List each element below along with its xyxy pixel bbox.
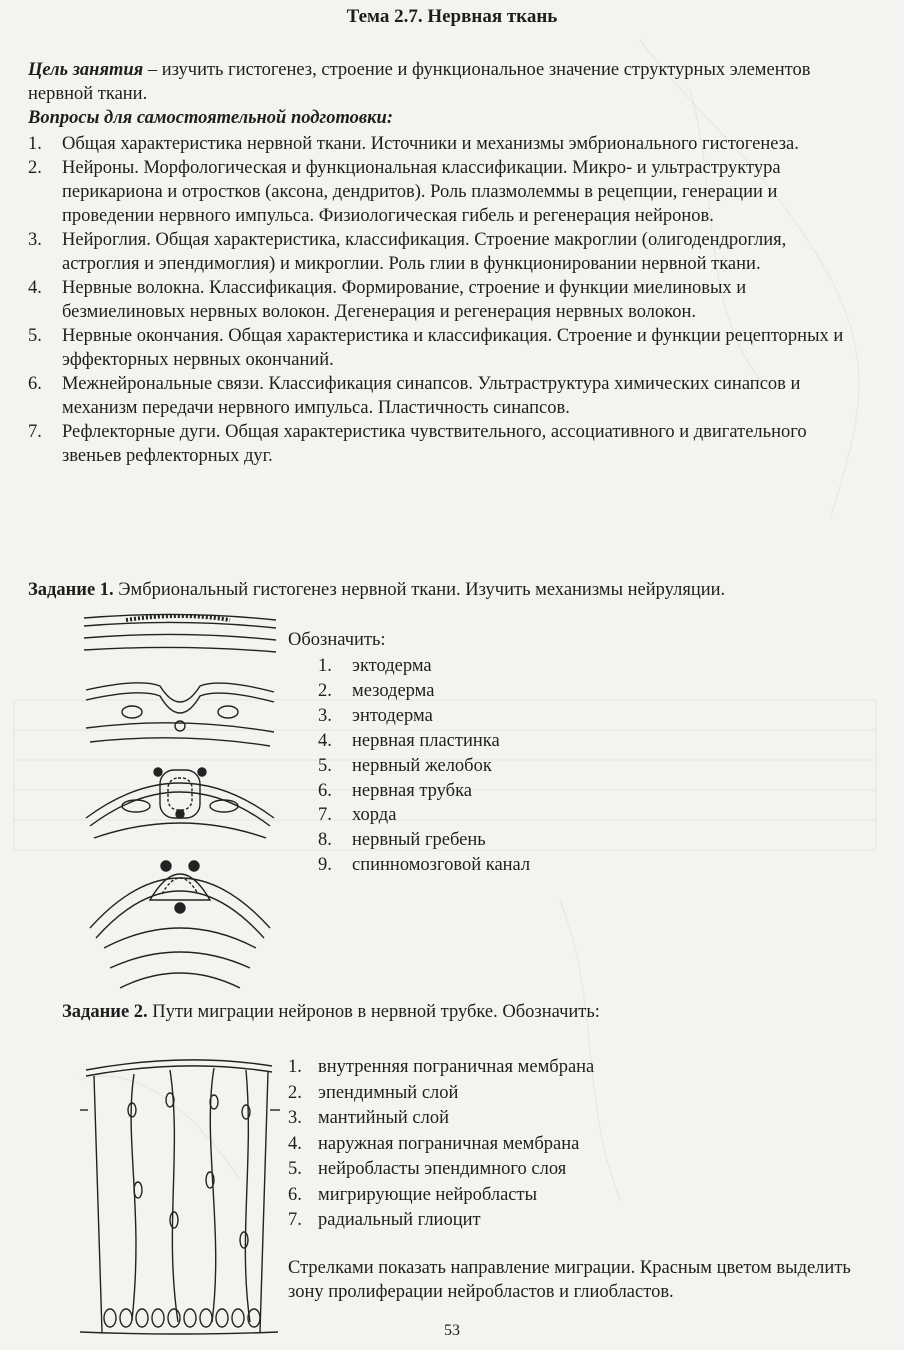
item-number: 5. [318, 755, 332, 776]
question-item [28, 372, 868, 420]
question-text: Нервные окончания. Общая характеристика и классификация. Строение и функции рецепторных и эффекторных нервных окончаний. [62, 326, 844, 370]
question-text: Нейроны. Морфологическая и функциональная классификации. Микро- и ультраструктура перикариона и отростков (аксона, дендритов). Роль плазмолеммы в рецепции, генерации и проведении нервного импульса. Физиологическая гибель и регенерация нейронов. [62, 158, 781, 226]
task1-item [318, 803, 530, 828]
questions-heading: Вопросы для самостоятельной подготовки: [28, 108, 393, 128]
item-number: 6. [318, 780, 332, 801]
item-text: хорда [352, 805, 397, 826]
question-item [28, 228, 868, 276]
item-text: нервная пластинка [352, 730, 500, 751]
item-text: нервная трубка [352, 780, 472, 801]
question-text: Нейроглия. Общая характеристика, классификация. Строение макроглии (олигодендроглия, астроглия и эпендимоглия) и микроглии. Роль глии в функционировании нервной ткани. [62, 230, 787, 274]
task1-item [318, 704, 530, 729]
item-number: 6. [288, 1184, 302, 1205]
question-number: 6. [28, 374, 42, 394]
task2-item [288, 1132, 594, 1158]
item-number: 7. [318, 805, 332, 826]
item-text: радиальный глиоцит [318, 1210, 481, 1230]
item-number: 9. [318, 855, 332, 876]
neurulation-diagram [80, 608, 280, 998]
task1-item [318, 779, 530, 804]
item-number: 2. [288, 1082, 302, 1103]
item-text: эктодерма [352, 656, 432, 676]
item-number: 4. [318, 730, 332, 751]
item-number: 3. [318, 705, 332, 726]
question-number: 4. [28, 278, 42, 298]
task1-item [318, 828, 530, 853]
question-number: 3. [28, 230, 42, 250]
question-text: Общая характеристика нервной ткани. Источники и механизмы эмбрионального гистогенеза. [62, 134, 799, 154]
item-text: нейробласты эпендимного слоя [318, 1159, 567, 1179]
task1-item [318, 853, 530, 878]
task1-text: Эмбриональный гистогенез нервной ткани. Изучить механизмы нейруляции. [113, 580, 726, 600]
item-text: спинномозговой канал [352, 855, 531, 876]
item-number: 3. [288, 1108, 302, 1128]
item-number: 5. [288, 1159, 302, 1179]
item-text: наружная пограничная мембрана [318, 1133, 580, 1154]
task2-item [288, 1183, 594, 1209]
task1-item [318, 729, 530, 754]
question-item [28, 324, 868, 372]
item-text: мезодерма [352, 680, 435, 701]
task2-heading [62, 1002, 600, 1023]
item-number: 1. [318, 656, 332, 676]
page-number: 53 [444, 1322, 460, 1339]
goal-text: – изучить гистогенез, строение и функциональное значение структурных элементов нервной ткани. [28, 60, 811, 104]
item-text: энтодерма [352, 705, 433, 726]
question-text: Рефлекторные дуги. Общая характеристика чувствительного, ассоциативного и двигательного звеньев рефлекторных дуг. [62, 422, 807, 466]
task1-item [318, 754, 530, 779]
goal-label: Цель занятия [28, 60, 144, 80]
item-text: внутренняя пограничная мембрана [318, 1057, 595, 1077]
question-number: 5. [28, 326, 42, 346]
question-text: Нервные волокна. Классификация. Формирование, строение и функции миелиновых и безмиелиновых нервных волокон. Дегенерация и регенерация нервных волокон. [62, 278, 747, 322]
item-number: 1. [288, 1057, 302, 1077]
questions-list [28, 132, 868, 468]
neural-tube-wall-diagram [74, 1040, 284, 1340]
item-number: 8. [318, 830, 332, 851]
question-item [28, 276, 868, 324]
task2-text: Пути миграции нейронов в нервной трубке. Обозначить: [147, 1002, 600, 1022]
question-item [28, 132, 868, 156]
task2-item [288, 1055, 594, 1081]
item-text: мантийный слой [318, 1108, 450, 1128]
task2-item [288, 1106, 594, 1132]
task1-heading [28, 580, 888, 601]
item-text: нервный желобок [352, 755, 492, 776]
task1-designate: Обозначить: [288, 630, 386, 650]
item-text: эпендимный слой [318, 1082, 459, 1103]
item-number: 2. [318, 680, 332, 701]
task2-item [288, 1157, 594, 1183]
task2-item [288, 1208, 594, 1234]
question-number: 2. [28, 158, 42, 178]
task1-items [318, 654, 530, 878]
task1-label: Задание 1. [28, 580, 114, 600]
question-number: 7. [28, 422, 42, 442]
task2-label: Задание 2. [62, 1002, 148, 1022]
question-number: 1. [28, 134, 42, 154]
item-text: мигрирующие нейробласты [318, 1184, 538, 1205]
item-number: 7. [288, 1210, 302, 1230]
lesson-goal [28, 58, 878, 106]
task1-item [318, 654, 530, 679]
page-title: Тема 2.7. Нервная ткань [346, 6, 558, 27]
item-text: нервный гребень [352, 830, 486, 851]
question-text: Межнейрональные связи. Классификация синапсов. Ультраструктура химических синапсов и механизм передачи нервного импульса. Пластичность синапсов. [62, 374, 801, 418]
task2-note: Стрелками показать направление миграции. Красным цветом выделить зону пролиферации нейробластов и глиобластов. [288, 1258, 851, 1302]
task2-items [288, 1055, 594, 1234]
item-number: 4. [288, 1133, 302, 1154]
task1-item [318, 679, 530, 704]
question-item [28, 156, 868, 228]
task2-item [288, 1081, 594, 1107]
question-item [28, 420, 868, 468]
